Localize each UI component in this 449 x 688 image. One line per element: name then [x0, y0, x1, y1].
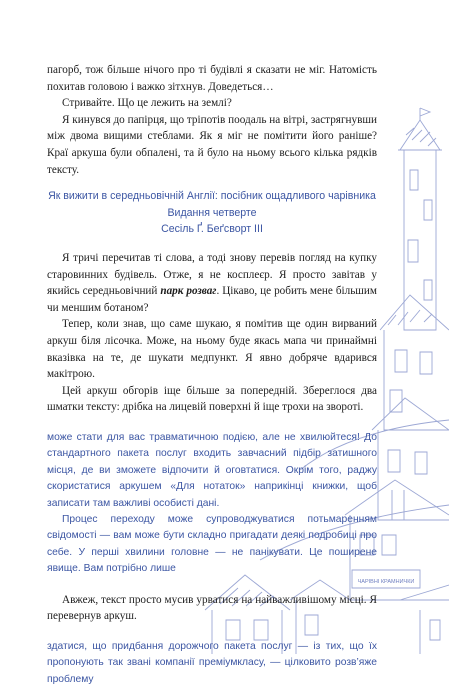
text-column: [47, 62, 377, 688]
book-author: Сесіль Ґ. Беґсворт III: [161, 223, 263, 236]
shop-sign: ЧАРІВНІ КРАМНИЧКИ: [357, 579, 415, 585]
found-page-text: Процес переходу може супроводжуватися потьмаренням свідомості — вам може бути складно пригадати деякі подробиці про себе. У перші хвилини головне — не панікувати. Це поширене явище. Вам потрібно лише: [47, 513, 377, 575]
found-page-title: [47, 188, 377, 238]
book-title: Як вижити в середньовічній Англії: посібник ощадливого чарівника: [48, 190, 376, 203]
book-edition: Видання четверте: [167, 206, 257, 219]
paragraph: Стривайте. Що це лежить на землі?: [62, 97, 232, 110]
found-page-text: може стати для вас травматичною подією, але не хвилюйтеся! До стандартного пакета послуг входить завчасний підбір затишного місця, де ви зможете відпочити й оговтатися. Окрім того, раджу скористатися аркушем «Для нотаток» наприкінці книжки, щоб записати там важливі особисті дані.: [47, 431, 377, 509]
paragraph: Тепер, коли знав, що саме шукаю, я помітив ще один вирваний аркуш біля лісочка. Може, на ньому буде якась мапа чи принаймні вказівка на те, де шукати медпункт. Я явно добряче вдарився макітрою.: [47, 318, 377, 381]
found-page-text-reverse: здатися, що придбання дорожчого пакета послуг — із тих, що їх пропонують так звані компанії преміумкласу, — цілковито розв’яже проблему: [47, 640, 377, 685]
paragraph: Авжеж, текст просто мусив урватися на найважливішому місці. Я перевернув аркуш.: [47, 593, 377, 623]
paragraph: пагорб, тож більше нічого про ті будівлі я сказати не міг. Натомість похитав головою і важко зітхнув. Доведеться…: [47, 64, 377, 93]
paragraph: Я тричі перечитав ті слова, а тоді знову перевів погляд на купку старовинних будівель. Отже, я не косплеєр. Я просто завітав у якийсь середньовічний парк розваг. Цікаво, це робить мене більшим чи меншим ботаном?: [47, 251, 377, 314]
paragraph: Я кинувся до папірця, що тріпотів поодаль на вітрі, застрягнувши між двома вищими стеблами. Як я міг не помітити його раніше? Краї аркуша були обпалені, та й було на ньому всього кілька рядків тексту.: [47, 113, 377, 176]
paragraph: Цей аркуш обгорів іще більше за попередній. Збереглося два шматки тексту: дрібка на лицевій поверхні й іще трохи на звороті.: [47, 384, 377, 414]
